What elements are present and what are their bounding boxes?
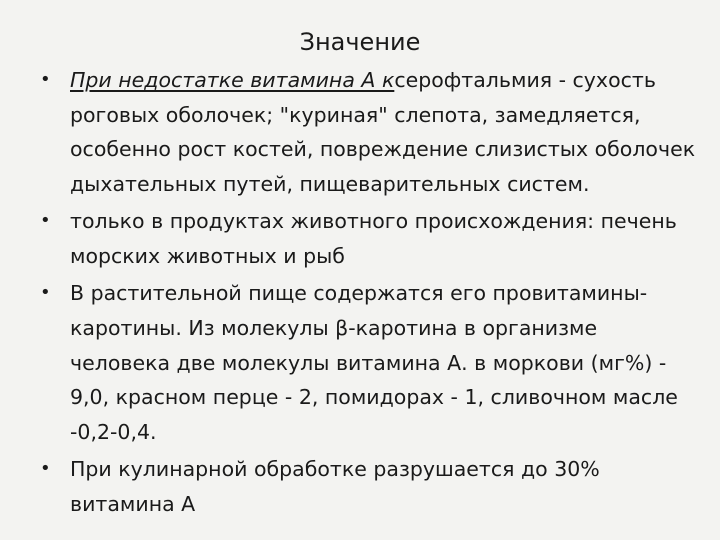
bullet-list <box>40 63 700 524</box>
bullet-text: В растительной пище содержатся его провитамины-каротины. Из молекулы β-каротина в организме человека две молекулы витамина А. в моркови (мг%) - 9,0, красном перце - 2, помидорах - 1, сливочном масле -0,2-0,4. <box>70 281 678 445</box>
bullet-icon: • <box>40 69 51 90</box>
slide-title: Значение <box>299 28 421 56</box>
bullet-item <box>40 452 700 521</box>
bullet-item <box>40 63 700 202</box>
bullet-text: серофтальмия - сухость роговых оболочек; "куриная" слепота, замедляется, особенно рост костей, повреждение слизистых оболочек дыхательных путей, пищеварительных систем. <box>70 68 696 197</box>
bullet-text: только в продуктах животного происхождения: печень морских животных и рыб <box>70 209 677 269</box>
bullet-icon: • <box>40 282 51 304</box>
bullet-lead: При недостатке витамина А к <box>70 68 395 92</box>
bullet-text: При кулинарной обработке разрушается до 30% витамина А <box>70 457 600 516</box>
bullet-icon: • <box>40 210 51 232</box>
bullet-item <box>40 204 700 273</box>
bullet-item <box>40 276 700 450</box>
bullet-icon: • <box>40 458 51 480</box>
